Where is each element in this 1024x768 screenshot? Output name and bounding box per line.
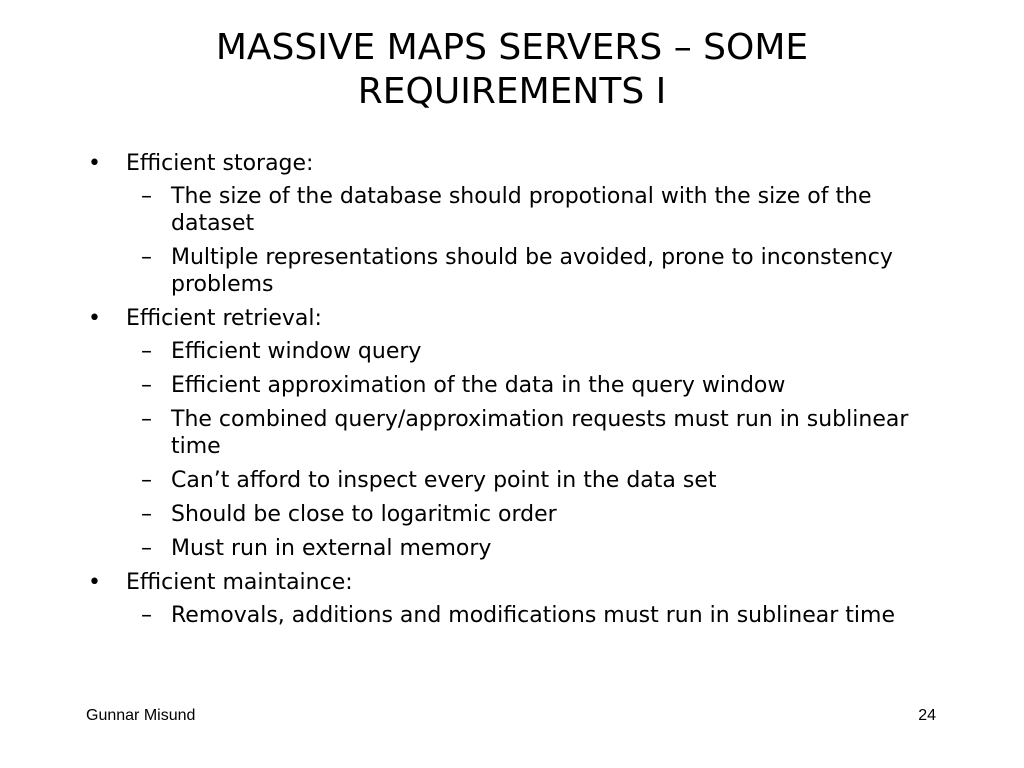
dash-marker: – xyxy=(141,245,152,270)
sub-bullet xyxy=(84,467,944,494)
sub-bullet xyxy=(84,406,944,460)
slide-title xyxy=(90,26,934,114)
sub-bullet xyxy=(84,501,944,528)
slide-content xyxy=(84,150,944,636)
bullet-efficient-storage xyxy=(84,150,944,178)
dash-marker: – xyxy=(141,603,152,628)
dash-marker: – xyxy=(141,502,152,527)
bullet-efficient-retrieval xyxy=(84,305,944,333)
sub-bullet-text: Removals, additions and modifications must run in sublinear time xyxy=(171,603,896,628)
sub-bullet-text: Efficient approximation of the data in the query window xyxy=(171,373,786,398)
bullet-marker: • xyxy=(88,306,101,331)
sub-bullet-text: Can’t afford to inspect every point in the data set xyxy=(171,468,717,493)
dash-marker: – xyxy=(141,407,152,432)
sub-bullet xyxy=(84,372,944,399)
bullet-efficient-maintaince xyxy=(84,569,944,597)
sub-bullet xyxy=(84,602,944,629)
footer-author: Gunnar Misund xyxy=(86,707,196,724)
dash-marker: – xyxy=(141,536,152,561)
footer-page-number: 24 xyxy=(918,707,936,724)
sub-bullet xyxy=(84,535,944,562)
sub-bullet-text: Should be close to logaritmic order xyxy=(171,502,557,527)
dash-marker: – xyxy=(141,339,152,364)
bullet-marker: • xyxy=(88,151,101,176)
title-line-2: REQUIREMENTS I xyxy=(357,71,667,112)
bullet-text: Efficient maintaince: xyxy=(126,570,353,595)
sub-bullet xyxy=(84,244,944,298)
sub-bullet xyxy=(84,183,944,237)
sub-bullet-text: The size of the database should propotional with the size of the dataset xyxy=(171,184,872,236)
sub-bullet-text: Must run in external memory xyxy=(171,536,492,561)
bullet-text: Efficient retrieval: xyxy=(126,306,322,331)
dash-marker: – xyxy=(141,468,152,493)
sub-bullet xyxy=(84,338,944,365)
dash-marker: – xyxy=(141,184,152,209)
sub-bullet-text: Efficient window query xyxy=(171,339,422,364)
title-line-1: MASSIVE MAPS SERVERS – SOME xyxy=(215,27,809,68)
bullet-marker: • xyxy=(88,570,101,595)
bullet-text: Efficient storage: xyxy=(126,151,314,176)
sub-bullet-text: The combined query/approximation requests must run in sublinear time xyxy=(171,407,909,459)
sub-bullet-text: Multiple representations should be avoided, prone to inconstency problems xyxy=(171,245,893,297)
dash-marker: – xyxy=(141,373,152,398)
